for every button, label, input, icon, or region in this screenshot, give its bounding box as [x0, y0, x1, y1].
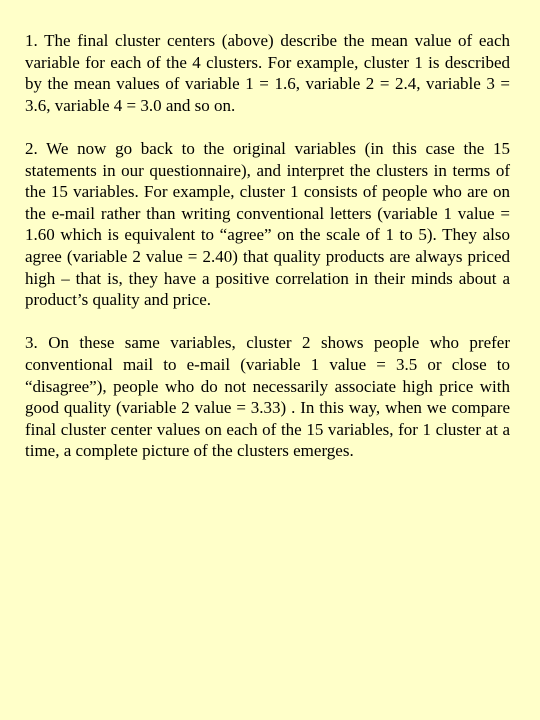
paragraph-interpret-variables: 2. We now go back to the original variables (in this case the 15 statements in our questionnaire), and interpret the clusters in terms of the 15 variables. For example, cluster 1 consists of people who are on the e-mail rather than writing conventional letters (variable 1 value = 1.60 which is equivalent to “agree” on the scale of 1 to 5). They also agree (variable 2 value = 2.40) that quality products are always priced high – that is, they have a positive correlation in their minds about a product’s quality and price. [25, 138, 510, 310]
paragraph-cluster-centers: 1. The final cluster centers (above) describe the mean value of each variable for each of the 4 clusters. For example, cluster 1 is described by the mean values of variable 1 = 1.6, variable 2 = 2.4, variable 3 = 3.6, variable 4 = 3.0 and so on. [25, 31, 510, 115]
paragraph-cluster-2: 3. On these same variables, cluster 2 shows people who prefer conventional mail to e-mail (variable 1 value = 3.5 or close to “disagree”), people who do not necessarily associate high price with good quality (variable 2 value = 3.33) . In this way, when we compare final cluster center values on each of the 15 variables, for 1 cluster at a time, a complete picture of the clusters emerges. [25, 333, 510, 461]
